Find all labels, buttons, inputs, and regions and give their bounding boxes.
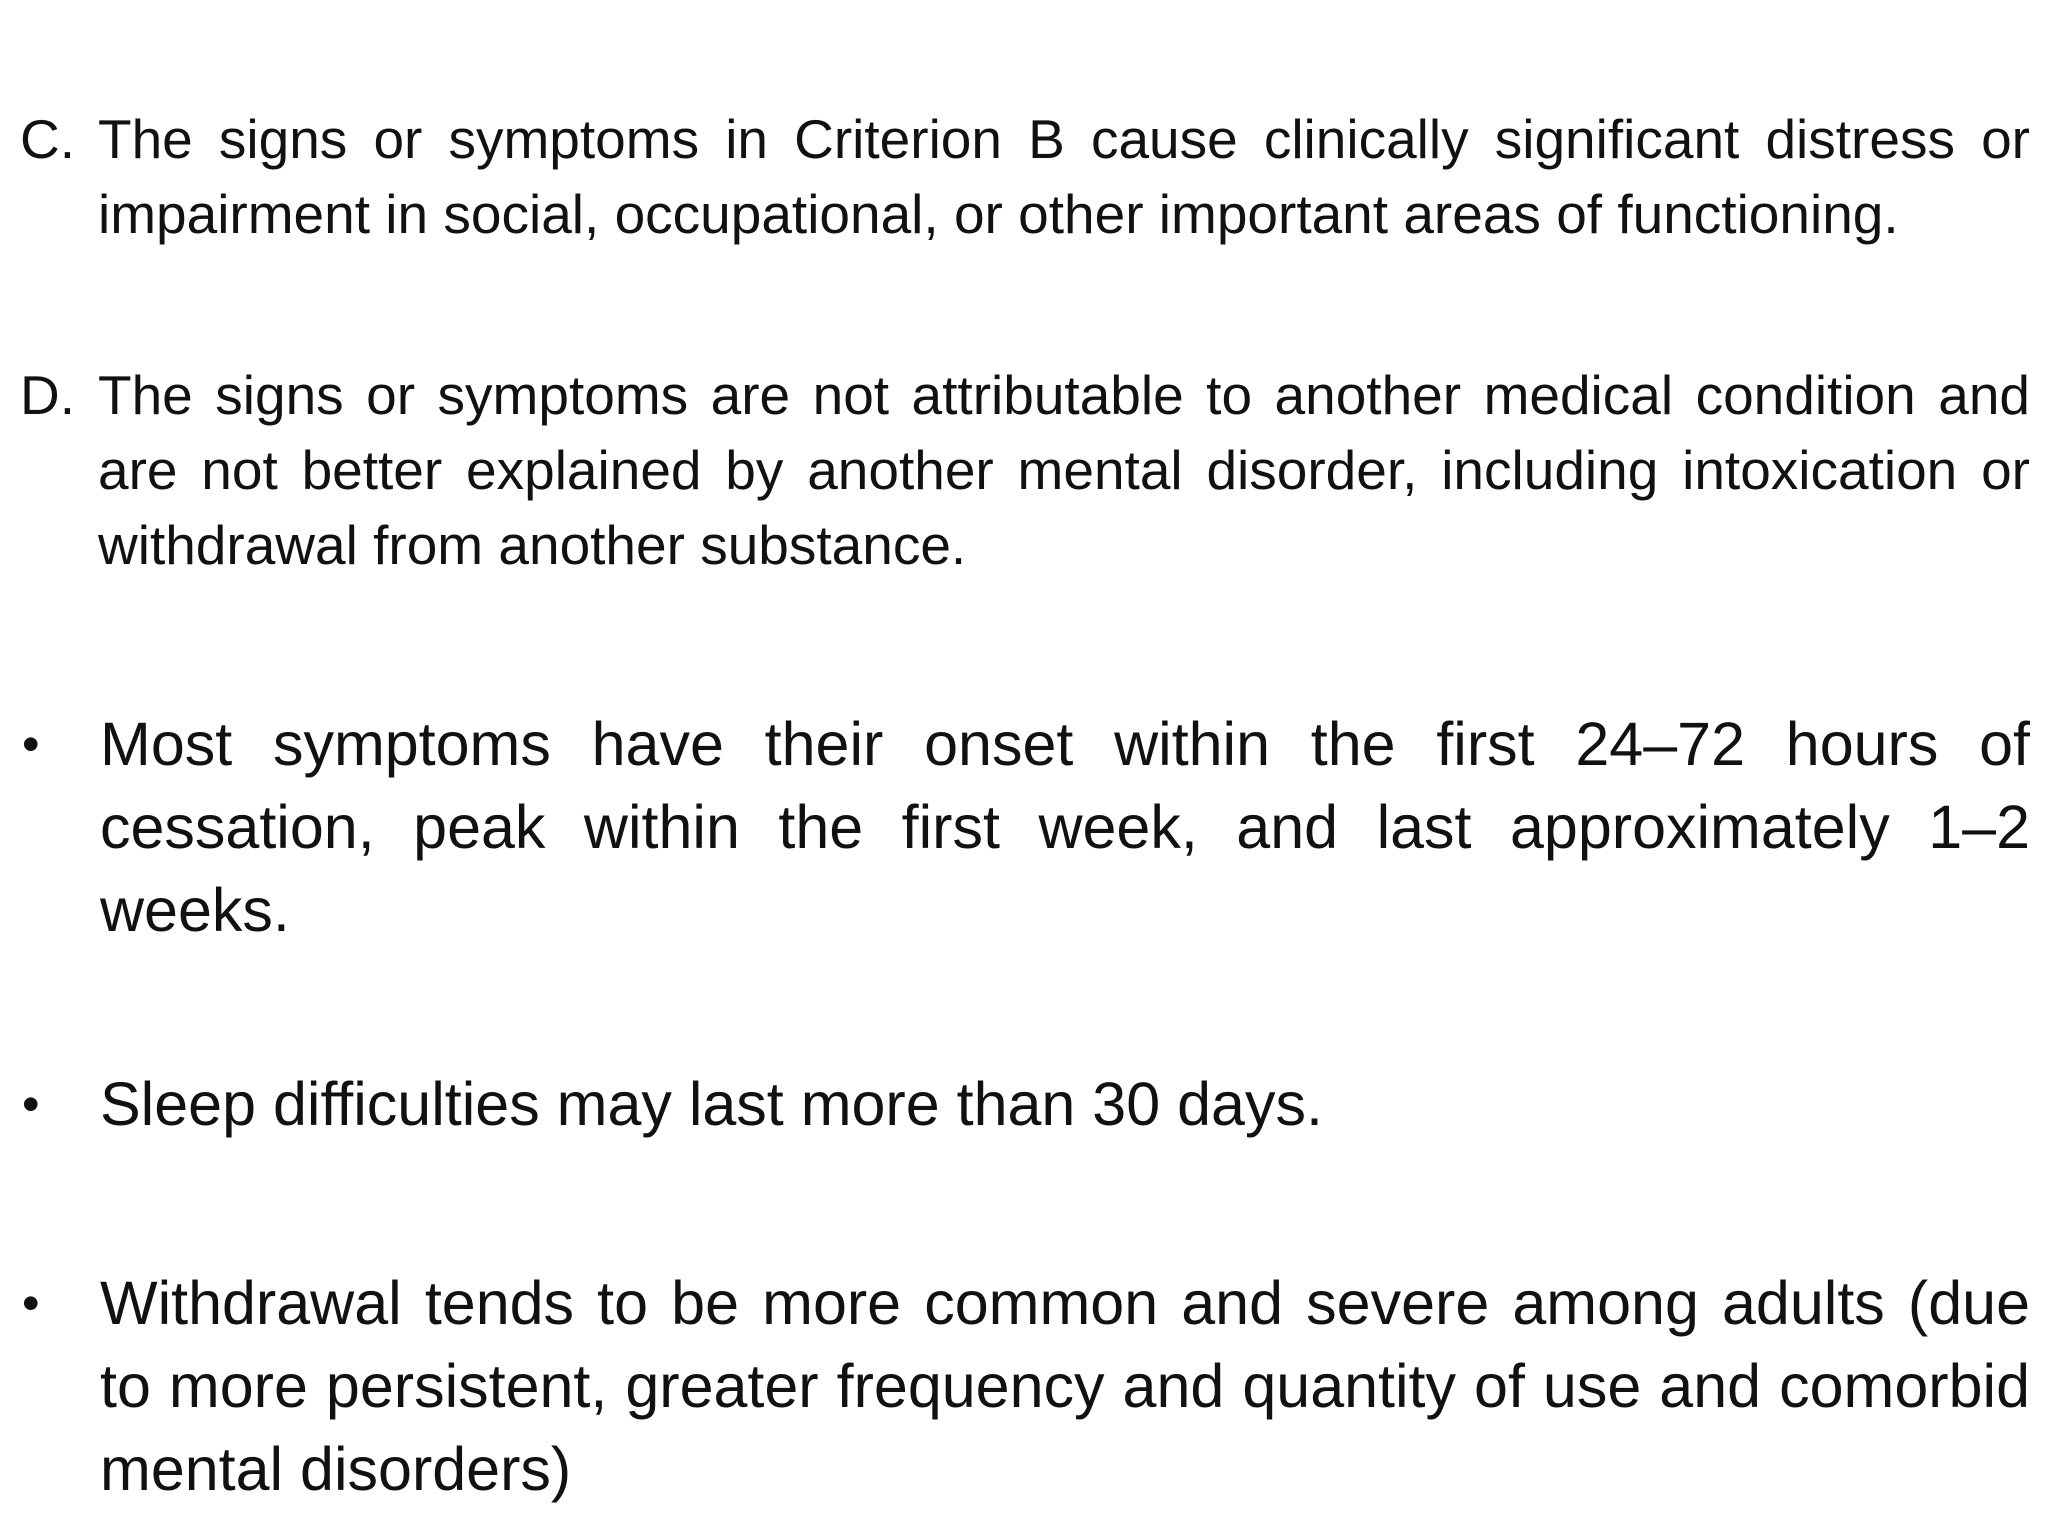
- criterion-label: C.: [20, 108, 75, 170]
- criterion-text: The signs or symptoms in Criterion B cause clinically significant distress or impairment in social, occupational, or other important areas of functioning.: [98, 108, 2030, 245]
- criterion-label: D.: [20, 364, 75, 426]
- bullet-item: [20, 1063, 2030, 1146]
- bullet-icon: •: [22, 1076, 40, 1132]
- bullet-text: Most symptoms have their onset within the first 24–72 hours of cessation, peak within the first week, and last approximately 1–2 weeks.: [100, 710, 2030, 944]
- criterion-text: The signs or symptoms are not attributable to another medical condition and are not better explained by another mental disorder, including intoxication or withdrawal from another substance.: [98, 364, 2030, 576]
- bullet-icon: •: [22, 716, 40, 772]
- bullet-text: Withdrawal tends to be more common and severe among adults (due to more persistent, greater frequency and quantity of use and comorbid mental disorders): [100, 1269, 2030, 1503]
- bullet-icon: •: [22, 1275, 40, 1331]
- bullet-text: Sleep difficulties may last more than 30 days.: [100, 1070, 1323, 1138]
- criterion-d: [20, 358, 2030, 583]
- bullet-item: [20, 703, 2030, 952]
- bullet-item: [20, 1262, 2030, 1511]
- criterion-c: [20, 102, 2030, 252]
